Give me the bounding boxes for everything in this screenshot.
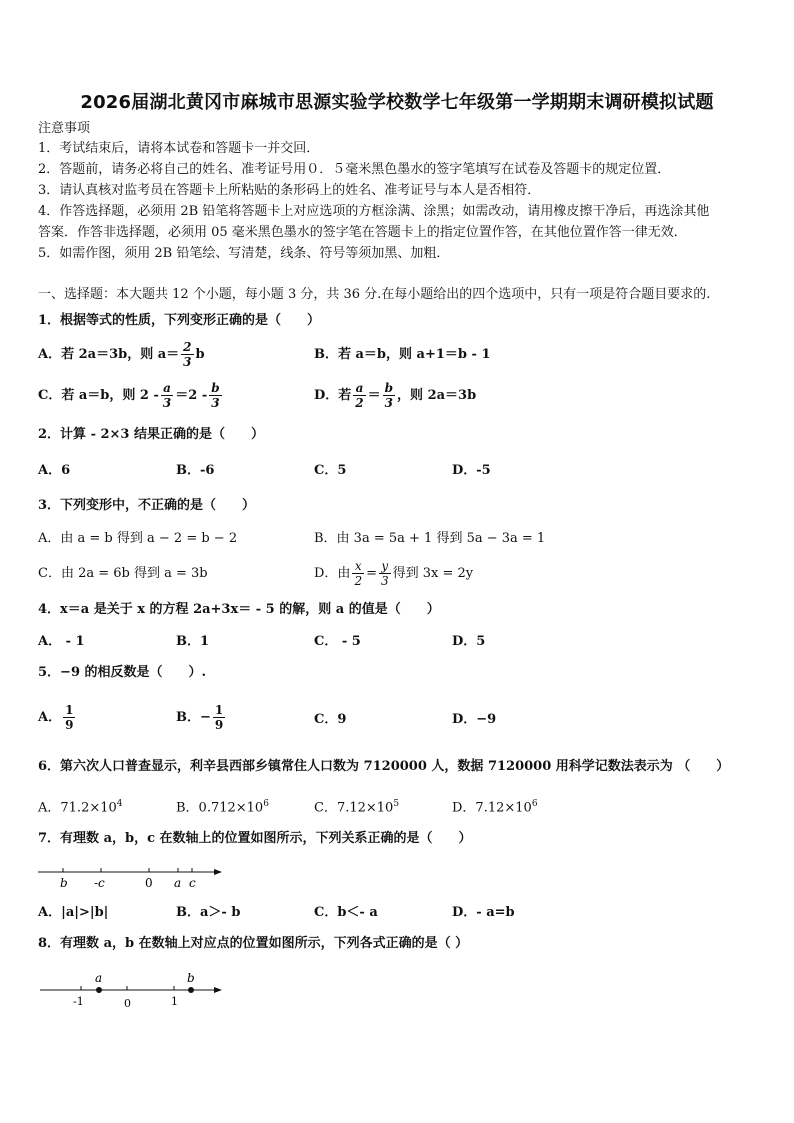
q4-stem: 4．x＝a 是关于 x 的方程 2a+3x＝ - 5 的解，则 a 的值是（ ） <box>38 602 440 617</box>
q1-option-b[interactable]: B．若 a＝b，则 a+1＝b - 1 <box>314 347 491 362</box>
q1-d-fraction-2 <box>383 381 395 410</box>
q7-stem: 7．有理数 a，b，c 在数轴上的位置如图所示，下列关系正确的是（ ） <box>38 831 472 846</box>
q5-option-d[interactable]: D．−9 <box>452 712 497 727</box>
q3-d-fraction-2 <box>379 559 391 588</box>
denominator: 3 <box>380 574 389 588</box>
label-b: b <box>60 876 68 890</box>
numerator: b <box>211 381 220 395</box>
q6-option-d[interactable] <box>452 796 538 816</box>
denominator: 9 <box>65 718 74 732</box>
denominator: 3 <box>162 396 172 410</box>
q1-option-a[interactable] <box>38 340 205 369</box>
label-neg-c: -c <box>94 876 105 890</box>
q8-number-line <box>38 968 238 1012</box>
notice-item: 答案．作答非选择题，必须用 05 毫米黑色墨水的签字笔在答题卡上的指定位置作答，在其他位置作答一律无效． <box>38 225 687 240</box>
q5-a-text: A． <box>38 710 62 725</box>
q5-a-fraction <box>63 703 75 732</box>
numerator: 1 <box>214 703 224 717</box>
q6-option-b[interactable] <box>176 796 269 816</box>
q3-stem: 3．下列变形中，不正确的是（ ） <box>38 498 256 513</box>
label-c: c <box>189 876 196 890</box>
notice-item: 5．如需作图，须用 2B 铅笔绘、写清楚，线条、符号等须加黑、加粗． <box>38 246 450 261</box>
q6-a-exponent: 4 <box>116 799 123 809</box>
q1-d-fraction-1 <box>353 381 365 410</box>
denominator: 3 <box>384 396 394 410</box>
q1-d-text: D．若 <box>314 388 352 403</box>
q3-option-c[interactable]: C．由 2a = 6b 得到 a = 3b <box>38 566 208 581</box>
q6-d-base: D．7.12×10 <box>452 800 532 816</box>
q1-c-fraction-1 <box>161 381 173 410</box>
q1-a-tail: b <box>195 347 205 362</box>
q7-number-line <box>36 860 236 894</box>
denominator: 2 <box>355 396 364 410</box>
q1-option-c[interactable] <box>38 381 224 410</box>
denominator: 9 <box>214 718 224 732</box>
q2-option-d[interactable]: D．-5 <box>452 463 491 478</box>
q6-b-exponent: 6 <box>263 799 269 809</box>
q1-d-mid: ＝ <box>367 388 381 403</box>
q5-b-fraction <box>213 703 225 732</box>
q3-option-a[interactable]: A．由 a = b 得到 a − 2 = b − 2 <box>38 531 238 546</box>
numerator: 2 <box>183 340 192 354</box>
q6-stem: 6．第六次人口普查显示，利辛县西部乡镇常住人口数为 7120000 人，数据 7120000 用科学记数法表示为 （ ） <box>38 759 730 774</box>
label-a: a <box>95 971 103 985</box>
notice-item: 4．作答选择题，必须用 2B 铅笔将答题卡上对应选项的方框涂满、涂黑；如需改动，请用橡皮擦干净后，再选涂其他 <box>38 204 710 219</box>
numerator: y <box>379 559 391 574</box>
q4-option-c[interactable]: C． - 5 <box>314 634 361 649</box>
q7-option-d[interactable]: D．- a=b <box>452 905 515 920</box>
notice-item: 3．请认真核对监考员在答题卡上所粘贴的条形码上的姓名、准考证号与本人是否相符． <box>38 183 541 198</box>
q5-b-text: B．− <box>176 710 211 725</box>
q2-stem: 2．计算 - 2×3 结果正确的是（ ） <box>38 427 265 442</box>
q3-d-mid: = <box>366 566 377 581</box>
numerator: 1 <box>65 703 74 717</box>
q4-option-d[interactable]: D．5 <box>452 634 486 649</box>
label-b: b <box>187 971 195 985</box>
q3-d-fraction-1 <box>352 559 364 588</box>
q6-option-c[interactable] <box>314 796 399 816</box>
arrow-head-icon <box>214 987 222 993</box>
q4-option-b[interactable]: B．1 <box>176 634 210 649</box>
denominator: 2 <box>354 574 363 588</box>
denominator: 3 <box>183 355 192 369</box>
q1-c-text: C．若 a＝b，则 2 - <box>38 388 159 403</box>
q1-a-fraction <box>181 340 193 369</box>
q2-option-a[interactable]: A．6 <box>38 463 71 478</box>
q1-c-mid: ＝2 - <box>175 388 208 403</box>
q4-option-a[interactable]: A． - 1 <box>38 634 85 649</box>
q1-a-text: A．若 2a＝3b，则 a＝ <box>38 347 180 362</box>
q5-option-b[interactable] <box>176 703 227 732</box>
tick-label-1: 1 <box>171 995 178 1008</box>
numerator: a <box>161 381 173 396</box>
q7-option-b[interactable]: B．a＞- b <box>176 905 241 920</box>
q8-stem: 8．有理数 a，b 在数轴上对应点的位置如图所示，下列各式正确的是（ ） <box>38 936 469 951</box>
q1-option-d[interactable] <box>314 381 476 410</box>
numerator: a <box>353 381 365 396</box>
point-a <box>96 987 102 993</box>
q5-option-c[interactable]: C．9 <box>314 712 347 727</box>
q1-d-tail: ，则 2a＝3b <box>397 388 477 403</box>
label-a: a <box>174 876 182 890</box>
q7-option-c[interactable]: C．b＜- a <box>314 905 378 920</box>
q6-d-exponent: 6 <box>531 799 538 809</box>
q7-option-a[interactable]: A．|a|>|b| <box>38 905 109 920</box>
notice-item: 2．答题前，请务必将自己的姓名、准考证号用０．５毫米黑色墨水的签字笔填写在试卷及答题卡的规定位置． <box>38 162 671 177</box>
q6-option-a[interactable] <box>38 796 123 816</box>
q2-option-c[interactable]: C．5 <box>314 463 347 478</box>
tick-label-neg1: -1 <box>73 995 84 1008</box>
numerator: x <box>352 559 364 574</box>
q3-d-tail: 得到 3x = 2y <box>392 566 474 581</box>
arrow-head-icon <box>214 869 222 875</box>
q1-stem: 1．根据等式的性质，下列变形正确的是（ ） <box>38 313 321 328</box>
q6-c-base: C．7.12×10 <box>314 800 394 816</box>
q6-b-base: B．0.712×10 <box>176 800 264 816</box>
notice-heading: 注意事项 <box>38 121 91 136</box>
exam-title: 2026届湖北黄冈市麻城市思源实验学校数学七年级第一学期期末调研模拟试题 <box>80 92 714 113</box>
tick-label-0: 0 <box>124 997 131 1010</box>
point-b <box>188 987 194 993</box>
label-zero: 0 <box>145 876 153 890</box>
q5-option-a[interactable] <box>38 703 77 732</box>
numerator: b <box>384 381 394 395</box>
q3-d-text: D．由 <box>314 566 351 581</box>
q3-option-b[interactable]: B．由 3a = 5a + 1 得到 5a − 3a = 1 <box>314 531 546 546</box>
q1-c-fraction-2 <box>209 381 221 410</box>
q5-stem: 5．−9 的相反数是（ ）. <box>38 665 207 680</box>
q3-option-d[interactable] <box>314 559 473 588</box>
notice-item: 1．考试结束后，请将本试卷和答题卡一并交回． <box>38 141 320 156</box>
q2-option-b[interactable]: B．-6 <box>176 463 215 478</box>
q6-c-exponent: 5 <box>393 799 400 809</box>
denominator: 3 <box>211 396 220 410</box>
q6-a-base: A．71.2×10 <box>38 800 117 816</box>
section-heading: 一、选择题：本大题共 12 个小题，每小题 3 分，共 36 分.在每小题给出的四个选项中，只有一项是符合题目要求的. <box>38 287 711 302</box>
